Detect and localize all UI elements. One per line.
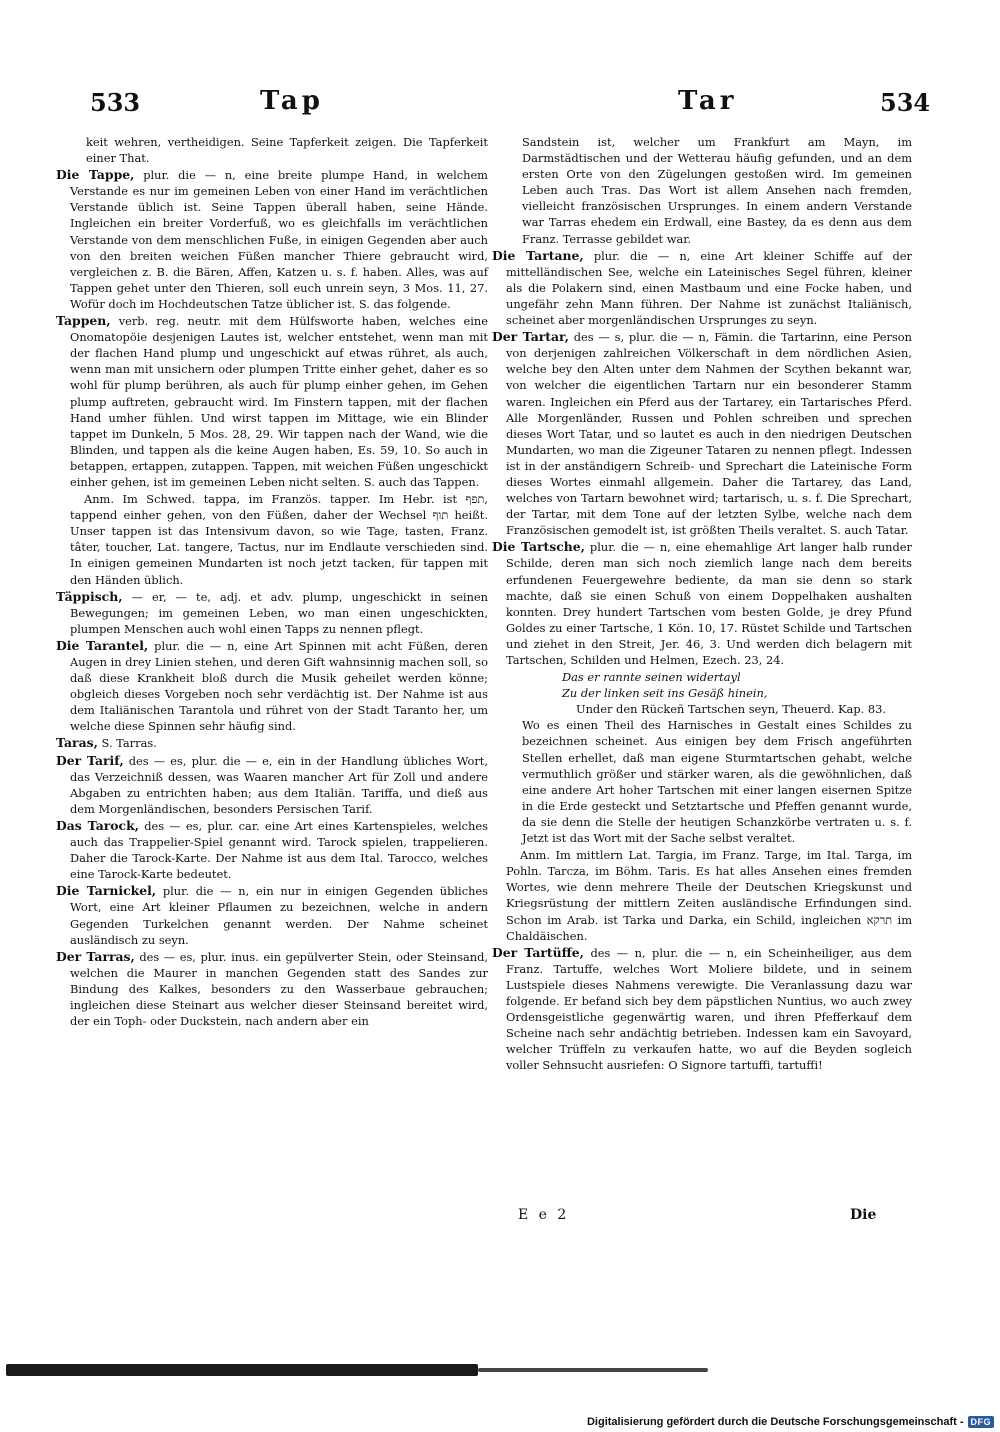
entry-lemma: Die Tarnickel, — [56, 883, 157, 899]
entry-annotation — [492, 847, 912, 944]
dictionary-entry — [492, 539, 912, 668]
entry-continuation — [492, 717, 912, 846]
page-number-right: 534 — [880, 88, 931, 117]
dictionary-entry — [56, 589, 488, 637]
entry-text: Anm. Im Schwed. tappa, im Französ. tapper. Im Hebr. ist תפף, tappend einher gehen, von den Füßen, daher der Wechsel תוף heißt. Unser tappen ist das Intensivum davon, so wie Tage, tasten, Franz. tâter, toucher, Lat. tangere, Tactus, nur im Endlaute verschieden sind. In einigen gemeinen Mundarten ist noch jetzt tacken, für tappen mit den Händen üblich. — [70, 492, 488, 587]
entry-lemma: Die Tartsche, — [492, 539, 585, 555]
entry-text: plur. die — n, eine ehemahlige Art langer halb runder Schilde, deren man sich noch ziemlich lange nach dem bereits erfundenen Feuergewehre bediente, da man sie denn so stark machte, daß sie einen Schuß von einem Doppelhaken aushalten konnten. Drey hundert Tartschen vom besten Golde, je drey Pfund Goldes zu einer Tartsche, 1 Kön. 10, 17. Rüstet Schilde und Tartschen und ziehet in den Streit, Jer. 46, 3. Und werden dich belagern mit Tartschen, Schilden und Helmen, Ezech. 23, 24. — [506, 540, 912, 667]
dictionary-entry — [56, 167, 488, 312]
entry-continuation — [56, 134, 488, 166]
entry-lemma: Tappen, — [56, 313, 111, 329]
entry-lemma: Der Tarif, — [56, 752, 124, 768]
entry-annotation — [56, 491, 488, 588]
entry-text: des — es, plur. inus. ein gepülverter Stein, oder Steinsand, welchen die Maurer in manchen Gegenden statt des Sandes zur Bindung des Kalkes, besonders zu den Wasserbaue gebrauchen; ingleichen diese Steinart aus welcher dieser Steinsand bereitet wird, der ein Toph- oder Duckstein, nach andern aber ein — [70, 949, 488, 1029]
entry-text: Anm. Im mittlern Lat. Targia, im Franz. Targe, im Ital. Targa, im Pohln. Tarcza, im Böhm. Taris. Es hat alles Ansehen eines fremden Wortes, wie denn mehrere Theile der Deutschen Kriegskunst und Kriegsrüstung der mittlern Zeiten ausländische Erfindungen sind. Schon im Arab. ist Tarka und Darka, ein Schild, ingleichen תרקא im Chaldäischen. — [506, 848, 912, 943]
entry-text: Wo es einen Theil des Harnisches in Gestalt eines Schildes zu bezeichnen scheinet. Aus einigen bey dem Frisch angeführten Stellen erhellet, daß man eigene Sturmtartschen gehabt, welche vermuthlich größer und stärker waren, als die gewöhnlichen, daß eine andere Art hoher Tartschen mit einer langen eisernen Spitze in die Erde gesteckt und Setztartsche und Pfeffen genannt wurde, da sie denn die Stelle der heutigen Schanzkörbe vertraten u. s. f. Jetzt ist das Wort mit der Sache selbst veraltet. — [522, 718, 912, 846]
left-column — [56, 134, 488, 1030]
entry-continuation — [492, 134, 912, 247]
entry-text: plur. die — n, eine breite plumpe Hand, in welchem Verstande es nur im gemeinen Leben von einer Hand im verächtlichen Verstande üblich ist. Seine Tappen überall haben, seine Hände. Ingleichen ein breiter Vorderfuß, wo es gleichfalls im verächtlichen Verstande von dem menschlichen Fuße, in einigen Gegenden aber auch von den breiten weichen Füßen mancher Thiere gebraucht wird, vergleichen z. B. die Bären, Affen, Katzen u. s. f. haben. Alles, was auf Tappen gehet unter den Thieren, soll euch unrein seyn, 3 Mos. 11, 27. Wofür doch im Hochdeutschen Tatze üblicher ist. S. das folgende. — [70, 168, 488, 311]
dictionary-entry — [492, 945, 912, 1074]
entry-lemma: Das Tarock, — [56, 817, 139, 833]
entry-text: des — es, plur. car. eine Art eines Kartenspieles, welches auch das Trappelier-Spiel genannt wird. Tarock spielen, trappelieren. Daher die Tarock-Karte. Der Nahme ist aus dem Ital. Tarocco, welches eine Tarock-Karte bedeutet. — [70, 818, 488, 882]
running-head-left: Tap — [260, 86, 324, 116]
entry-lemma: Die Tartane, — [492, 247, 584, 263]
catchword: Die — [850, 1207, 877, 1223]
entry-lemma: Taras, — [56, 735, 98, 751]
dictionary-entry — [56, 753, 488, 817]
dictionary-entry — [56, 818, 488, 882]
entry-text: Sandstein ist, welcher um Frankfurt am Mayn, im Darmstädtischen und der Wetterau häufig gefunden, und an dem ersten Orte von den Zügelungen gestoßen wird. Im gemeinen Leben auch Tras. Das Wort ist allem Ansehen nach fremden, vielleicht französischen Ursprunges. In einem andern Verstande war Tarras ehedem ein Erdwall, eine Bastey, da es denn aus dem Franz. Terrasse gebildet war. — [522, 135, 912, 246]
entry-text: verb. reg. neutr. mit dem Hülfsworte haben, welches eine Onomatopöie desjenigen Lautes ist, welcher entstehet, wenn man mit der flachen Hand plump und ungeschickt auf etwas rühret, als auch, wenn man mit unsichern oder plumpen Tritte einher gehet, daher es so wohl für plump berühren, als auch für plump einher gehen, im Gehen plump auftreten, gebraucht wird. Im Finstern tappen, mit der flachen Hand umher fühlen. Und wirst tappen im Mittage, wie ein Blinder tappet im Dunkeln, 5 Mos. 28, 29. Wir tappen nach der Wand, wie die Blinden, und tappen als die keine Augen haben, Es. 59, 10. So auch in betappen, ertappen, zutappen. Tappen, mit weichen Füßen ungeschickt einher gehen, ist im gemeinen Leben nicht selten. S. auch das Tappen. — [70, 314, 488, 489]
footer-credit: Digitalisierung gefördert durch die Deutsche Forschungsgemeinschaft - — [586, 1416, 964, 1428]
page-number-left: 533 — [90, 88, 141, 117]
verse-line — [492, 669, 912, 685]
verse-line — [492, 701, 912, 717]
entry-text: des — es, plur. die — e, ein in der Handlung übliches Wort, das Verzeichniß dessen, was Waaren mancher Art für Zoll und andere Abgaben zu entrichten haben; aus dem Italiän. Tariffa, und dieß aus dem Morgenländischen, besonders Persischen Tarif. — [70, 753, 488, 816]
entry-lemma: Die Tarantel, — [56, 637, 149, 653]
entry-text: plur. die — n, eine Art Spinnen mit acht Füßen, deren Augen in drey Linien stehen, und deren Gift wahnsinnig machen soll, so daß diese Krankheit bloß durch die Musik geheilet werden könne; obgleich dieses Vorgeben noch sehr verdächtig ist. Der Nahme ist aus dem Italiänischen Tarantola und rühret von der Stadt Taranto her, um welche diese Spinnen sehr häufig sind. — [70, 638, 488, 734]
verse-line — [492, 685, 912, 701]
entry-lemma: Der Tarras, — [56, 948, 135, 964]
scan-edge-bar — [6, 1364, 478, 1376]
entry-text: plur. die — n, eine Art kleiner Schiffe auf der mittelländischen See, welche ein Lateinisches Segel führen, kleiner als die Polakern sind, einen Mastbaum und eine Focke haben, und ungefähr zehn Mann führen. Der Nahme ist zunächst Italiänisch, scheinet aber morgenländischen Ursprunges zu seyn. — [506, 248, 912, 328]
dictionary-entry — [56, 735, 488, 751]
entry-text: S. Tarras. — [97, 736, 157, 751]
dictionary-entry — [492, 329, 912, 538]
dictionary-entry — [492, 248, 912, 328]
scan-edge-tail — [478, 1368, 708, 1372]
entry-lemma: Der Tartar, — [492, 329, 569, 345]
right-column — [492, 134, 912, 1074]
entry-text: Under den Rückeñ Tartschen seyn, Theuerd. Kap. 83. — [576, 702, 886, 717]
entry-text: — er, — te, adj. et adv. plump, ungeschickt in seinen Bewegungen; im gemeinen Leben, wo man einen ungeschickten, plumpen Menschen auch wohl einen Tapps zu nennen pflegt. — [70, 589, 488, 636]
entry-text: des — s, plur. die — n, Fämin. die Tartarinn, eine Person von derjenigen zahlreichen Völkerschaft in dem nördlichen Asien, welche bey den Alten unter dem Nahmen der Scythen bekannt war, von welcher die eigentlichen Tartarn nur ein besonderer Stamm waren. Ingleichen ein Pferd aus der Tartarey, ein Tartarisches Pferd. Alle Morgenländer, Russen und Pohlen schreiben und sprechen dieses Wort Tatar, und so lautet es auch in den niedrigen Deutschen Mundarten, wo man die Zigeuner Tataren zu nennen pflegt. Indessen ist in der anständigern Schreib- und Sprechart die Lateinische Form dieses Wortes einmahl allgemein. Daher die Tartarey, das Land, welches von Tartarn bewohnet wird; tartarisch, u. s. f. Die Sprechart, der Tartar, mit dem Tone auf der letzten Sylbe, welche nach dem Französischen gemodelt ist, ist größten Theils veraltet. S. auch Tatar. — [506, 330, 912, 538]
entry-lemma: Die Tappe, — [56, 167, 135, 183]
entry-text: Das er rannte seinen widertayl — [562, 670, 741, 685]
printer-signature: E e 2 — [518, 1207, 570, 1223]
dictionary-entry — [56, 949, 488, 1029]
entry-text: des — n, plur. die — n, ein Scheinheiliger, aus dem Franz. Tartuffe, welches Wort Moliere bildete, und in seinem Lustspiele dieses Nahmens verewigte. Die Veranlassung dazu war folgende. Er befand sich bey dem päpstlichen Nuntius, wo auch zwey Ordensgeistliche gegenwärtig waren, und ihren Pfefferkauf dem Scheine nach sehr andächtig betrieben. Indessen kam ein Savoyard, welcher Trüffeln zu verkaufen hatte, wo auf die Beyden sogleich voller Sehnsucht ausriefen: O Signore tartuffi, tartuffi! — [506, 945, 912, 1073]
entry-lemma: Täppisch, — [56, 588, 123, 604]
running-head-right: Tar — [678, 86, 738, 116]
dictionary-entry — [56, 313, 488, 490]
entry-text: plur. die — n, ein nur in einigen Gegenden übliches Wort, eine Art kleiner Pflaumen zu bezeichnen, welche in andern Gegenden Turkelchen genannt werden. Der Nahme scheinet ausländisch zu seyn. — [70, 884, 489, 947]
entry-text: Zu der linken seit ins Gesäß hinein, — [562, 686, 768, 701]
dictionary-entry — [56, 638, 488, 735]
digitization-footer — [587, 1414, 994, 1430]
entry-text: keit wehren, vertheidigen. Seine Tapferkeit zeigen. Die Tapferkeit einer That. — [86, 135, 488, 166]
dictionary-entry — [56, 883, 488, 947]
dfg-logo: DFG — [968, 1416, 995, 1428]
entry-lemma: Der Tartüffe, — [492, 944, 584, 960]
